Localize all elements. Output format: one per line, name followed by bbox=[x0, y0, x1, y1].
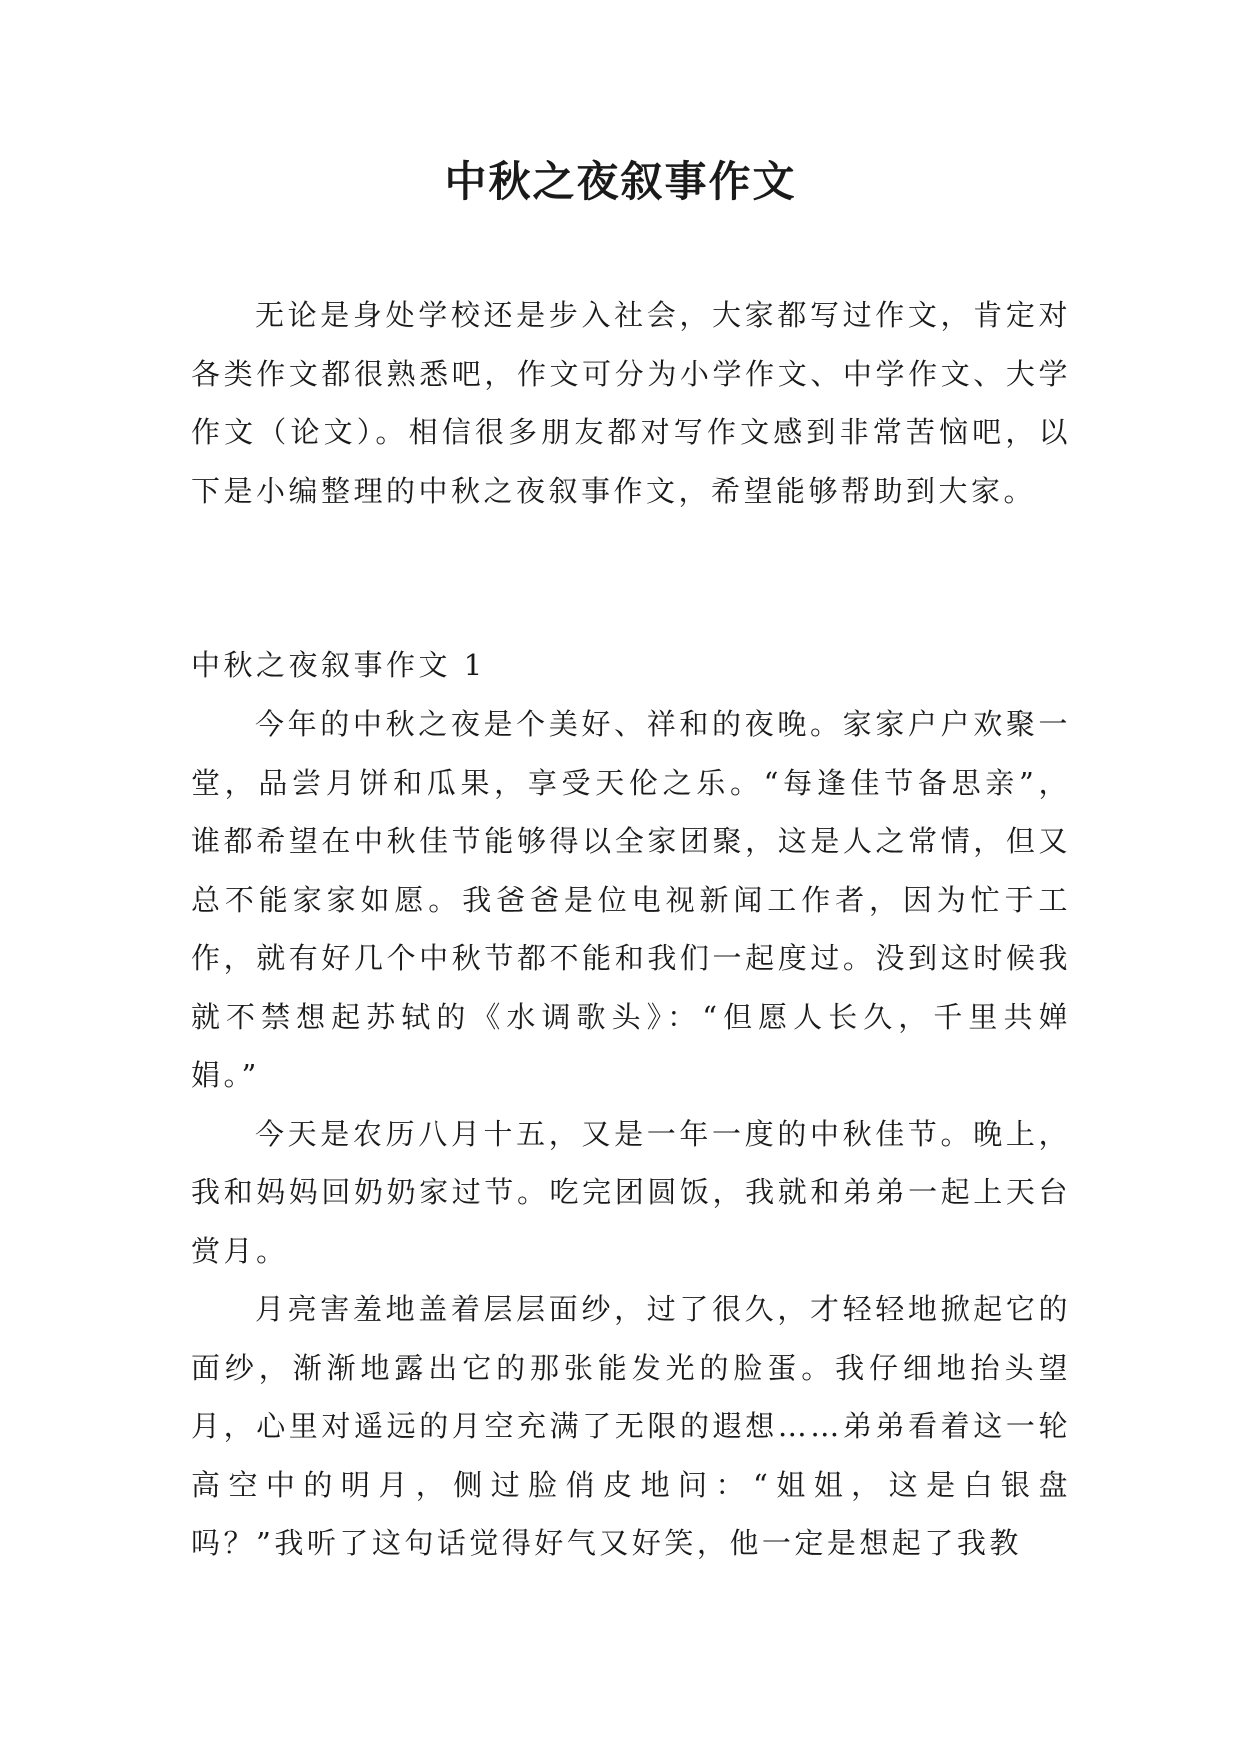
essay-paragraph-1: 今年的中秋之夜是个美好、祥和的夜晚。家家户户欢聚一堂，品尝月饼和瓜果，享受天伦之乐。“每逢佳节备思亲”，谁都希望在中秋佳节能够得以全家团聚，这是人之常情，但又总不能家家如愿。我爸爸是位电视新闻工作者，因为忙于工作，就有好几个中秋节都不能和我们一起度过。没到这时候我就不禁想起苏轼的《水调歌头》：“但愿人长久，千里共婵娟。” bbox=[191, 707, 1071, 1092]
intro-paragraph: 无论是身处学校还是步入社会，大家都写过作文，肯定对各类作文都很熟悉吧，作文可分为小学作文、中学作文、大学作文（论文）。相信很多朋友都对写作文感到非常苦恼吧，以下是小编整理的中秋之夜叙事作文，希望能够帮助到大家。 bbox=[191, 298, 1071, 508]
essay-heading: 中秋之夜叙事作文 1 bbox=[191, 648, 486, 682]
document-title: 中秋之夜叙事作文 bbox=[444, 157, 797, 206]
essay-body bbox=[191, 695, 1071, 1573]
essay-paragraph-2: 今天是农历八月十五，又是一年一度的中秋佳节。晚上，我和妈妈回奶奶家过节。吃完团圆饭，我就和弟弟一起上天台赏月。 bbox=[191, 1116, 1071, 1268]
essay-paragraph-3: 月亮害羞地盖着层层面纱，过了很久，才轻轻地掀起它的面纱，渐渐地露出它的那张能发光的脸蛋。我仔细地抬头望月，心里对遥远的月空充满了无限的遐想……弟弟看着这一轮高空中的明月，侧过脸俏皮地问：“姐姐，这是白银盘吗？”我听了这句话觉得好气又好笑，他一定是想起了我教 bbox=[191, 1292, 1071, 1560]
